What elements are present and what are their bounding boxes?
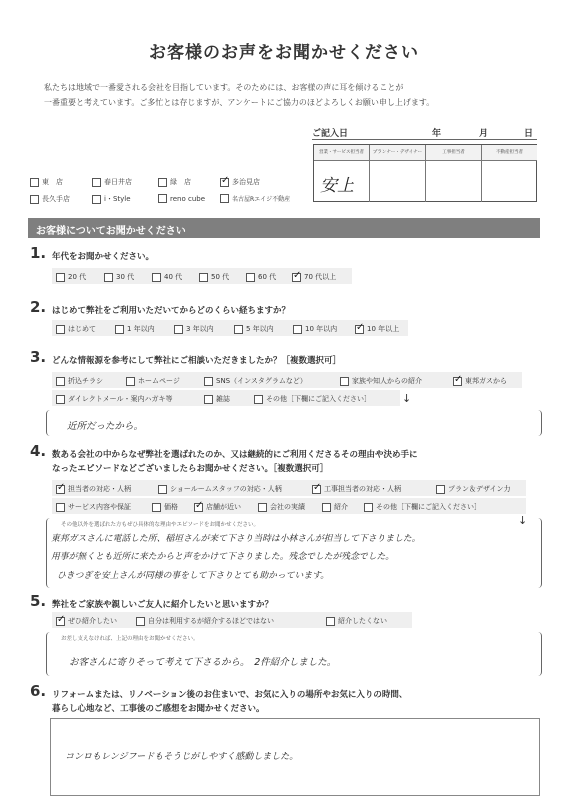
- checkbox-icon: [136, 617, 145, 626]
- date-month-label: 月: [479, 129, 489, 139]
- q1-option[interactable]: [199, 272, 229, 282]
- store-label: 緑 店: [170, 178, 191, 186]
- checkbox-icon: [436, 485, 445, 494]
- option-label: 10 年以上: [367, 325, 400, 333]
- checkbox-icon: [234, 325, 243, 334]
- q1-option[interactable]: [292, 272, 336, 282]
- q3-option[interactable]: [204, 394, 230, 404]
- option-label: ぜひ紹介したい: [68, 617, 117, 625]
- option-label: 40 代: [164, 273, 183, 281]
- checkbox-icon: [293, 325, 302, 334]
- q1-option[interactable]: [56, 272, 86, 282]
- q6-question-line: リフォームまたは、リノベーション後のお住まいで、お気に入りの場所やお気に入りの時間、: [52, 690, 408, 700]
- q3-option[interactable]: [204, 376, 307, 386]
- q5-option[interactable]: [56, 616, 117, 626]
- checkbox-icon: [204, 395, 213, 404]
- q4-option[interactable]: [364, 502, 481, 512]
- q4-answer-line: 用事が無くとも近所に来たからと声をかけて下さりました。残念でしたが残念でした。: [51, 552, 395, 562]
- q3-option[interactable]: [340, 376, 422, 386]
- q6-number: 6.: [30, 682, 47, 700]
- store-option[interactable]: [30, 194, 70, 204]
- checkbox-icon: [246, 273, 255, 282]
- staff-header-realestate: 不動産担当者: [482, 145, 537, 161]
- q4-option[interactable]: [158, 484, 282, 494]
- checkbox-checked-icon: [56, 617, 65, 626]
- q4-option[interactable]: [56, 484, 131, 494]
- q3-option[interactable]: [56, 394, 173, 404]
- checkbox-icon: [340, 377, 349, 386]
- staff-cell-sales[interactable]: [314, 161, 370, 202]
- option-label: 紹介したくない: [338, 617, 387, 625]
- checkbox-icon: [126, 377, 135, 386]
- option-label: 3 年以内: [186, 325, 214, 333]
- arrow-down-icon: ↓: [402, 392, 412, 405]
- q2-option[interactable]: [234, 324, 274, 334]
- checkbox-icon: [158, 194, 167, 203]
- q4-number: 4.: [30, 442, 47, 460]
- date-day-label: 日: [524, 129, 534, 139]
- option-label: 自分は利用するが紹介するほどではない: [148, 617, 274, 625]
- checkbox-icon: [322, 503, 331, 512]
- option-label: はじめて: [68, 325, 96, 333]
- checkbox-icon: [158, 178, 167, 187]
- option-label: 50 代: [211, 273, 230, 281]
- q5-question: 弊社をご家族や親しいご友人に紹介したいと思いますか？: [52, 600, 274, 610]
- checkbox-icon: [220, 194, 229, 203]
- option-label: 10 年以内: [305, 325, 338, 333]
- checkbox-icon: [30, 195, 39, 204]
- date-label: ご記入日: [312, 129, 349, 139]
- checkbox-icon: [92, 195, 101, 204]
- store-label: 春日井店: [104, 178, 132, 186]
- q1-question: 年代をお聞かせください。: [52, 252, 155, 262]
- q1-option[interactable]: [246, 272, 276, 282]
- option-label: サービス内容や保証: [68, 503, 131, 511]
- q3-option[interactable]: [453, 376, 507, 386]
- q3-answer-box[interactable]: [46, 410, 542, 436]
- checkbox-icon: [326, 617, 335, 626]
- q5-note: お差し支えなければ、上記の理由をお聞かせください。: [61, 636, 199, 642]
- store-label: 東 店: [42, 178, 63, 186]
- q2-option[interactable]: [293, 324, 337, 334]
- q4-note: その他以外を選ばれた方もぜひ具体的な理由やエピソードをお聞かせください。: [61, 522, 260, 528]
- checkbox-checked-icon: [220, 178, 229, 187]
- checkbox-checked-icon: [355, 325, 364, 334]
- checkbox-icon: [152, 273, 161, 282]
- checkbox-checked-icon: [194, 503, 203, 512]
- option-label: 20 代: [68, 273, 87, 281]
- q4-option[interactable]: [194, 502, 241, 512]
- q3-option[interactable]: [56, 376, 103, 386]
- checkbox-icon: [258, 503, 267, 512]
- q4-answer-line: 東邦ガスさんに電話した所、稲垣さんが来て下さり当時は小林さんが担当して下さりました。: [51, 534, 421, 544]
- date-row[interactable]: [312, 126, 537, 140]
- checkbox-icon: [56, 503, 65, 512]
- option-label: 工事担当者の対応・人柄: [324, 485, 401, 493]
- q5-answer: お客さんに寄りそって考えて下さるから。 2件紹介しました。: [69, 657, 337, 668]
- q2-question: はじめて弊社をご利用いただいてからどのくらい経ちますか？: [52, 306, 291, 316]
- q1-number: 1.: [30, 244, 47, 262]
- q3-answer: 近所だったから。: [67, 421, 144, 432]
- q4-option[interactable]: [152, 502, 178, 512]
- q5-number: 5.: [30, 592, 47, 610]
- checkbox-icon: [56, 395, 65, 404]
- staff-cell-realestate[interactable]: [482, 161, 537, 202]
- option-label: 家族や知人からの紹介: [352, 377, 422, 385]
- q4-answer-box[interactable]: [46, 518, 542, 588]
- option-label: プラン＆デザイン力: [448, 485, 511, 493]
- option-label: 紹介: [334, 503, 348, 511]
- q4-option[interactable]: [322, 502, 348, 512]
- checkbox-icon: [56, 273, 65, 282]
- q3-number: 3.: [30, 348, 47, 366]
- staff-table: [313, 144, 537, 202]
- option-label: 折込チラシ: [68, 377, 103, 385]
- arrow-down-icon: ↓: [518, 514, 528, 527]
- q4-answer-line: ひきつぎを安上さんが同様の事をして下さりとても助かっています。: [57, 571, 330, 581]
- option-label: 1 年以内: [127, 325, 155, 333]
- store-label: 長久手店: [42, 195, 70, 203]
- option-label: 雑誌: [216, 395, 230, 403]
- q5-answer-box[interactable]: [46, 632, 542, 676]
- store-label: reno cube: [170, 194, 206, 203]
- q5-option[interactable]: [326, 616, 387, 626]
- store-label: i・Style: [104, 195, 131, 203]
- checkbox-icon: [30, 178, 39, 187]
- intro-line: 私たちは地域で一番愛される会社を目指しています。そのためには、お客様の声に耳を傾けることが: [44, 83, 404, 92]
- q4-option[interactable]: [56, 502, 131, 512]
- option-label: SNS（インスタグラムなど）: [216, 377, 307, 385]
- q4-question-line: 数ある会社の中からなぜ弊社を選ばれたのか、又は継続的にご利用くださるその理由や決め手に: [52, 450, 418, 460]
- option-label: ショールームスタッフの対応・人柄: [170, 485, 282, 493]
- checkbox-icon: [254, 395, 263, 404]
- store-option[interactable]: [158, 177, 191, 187]
- option-label: 店舗が近い: [206, 503, 241, 511]
- q2-option[interactable]: [174, 324, 214, 334]
- checkbox-icon: [56, 377, 65, 386]
- option-label: その他［下欄にご記入ください］: [376, 503, 481, 511]
- option-label: 担当者の対応・人柄: [68, 485, 131, 493]
- q2-number: 2.: [30, 298, 47, 316]
- q6-question-line: 暮らし心地など、工事後のご感想をお聞かせください。: [52, 704, 265, 714]
- store-label: 名古屋Rエイジ不動産: [232, 196, 291, 203]
- checkbox-checked-icon: [312, 485, 321, 494]
- store-option[interactable]: [92, 194, 131, 204]
- q6-answer: コンロもレンジフードもそうじがしやすく感動しました。: [65, 752, 299, 762]
- checkbox-icon: [92, 178, 101, 187]
- q3-question: どんな情報源を参考にして弊社にご相談いただきましたか？［複数選択可］: [52, 356, 342, 366]
- checkbox-checked-icon: [292, 273, 301, 282]
- checkbox-icon: [199, 273, 208, 282]
- q4-option[interactable]: [436, 484, 511, 494]
- checkbox-icon: [174, 325, 183, 334]
- q5-option[interactable]: [136, 616, 274, 626]
- store-label: 多治見店: [232, 178, 260, 186]
- q4-option[interactable]: [312, 484, 401, 494]
- q4-option[interactable]: [258, 502, 305, 512]
- staff-header-sales: 営業・サービス担当者: [314, 145, 370, 161]
- checkbox-icon: [115, 325, 124, 334]
- checkbox-checked-icon: [56, 485, 65, 494]
- q3-option[interactable]: [254, 394, 371, 404]
- option-label: ダイレクトメール・案内ハガキ等: [68, 395, 173, 403]
- section-header: お客様についてお聞かせください: [28, 218, 540, 238]
- option-label: 東邦ガスから: [465, 377, 507, 385]
- store-option[interactable]: [220, 194, 290, 203]
- intro-text: [44, 80, 534, 110]
- option-label: 70 代以上: [304, 273, 337, 281]
- staff-cell-construction[interactable]: [426, 161, 482, 202]
- store-option[interactable]: [158, 194, 205, 203]
- q2-option[interactable]: [355, 324, 399, 334]
- date-year-label: 年: [432, 129, 442, 139]
- checkbox-icon: [204, 377, 213, 386]
- option-label: 60 代: [258, 273, 277, 281]
- option-label: ホームページ: [138, 377, 180, 385]
- option-label: 会社の実績: [270, 503, 305, 511]
- checkbox-icon: [152, 503, 161, 512]
- checkbox-icon: [104, 273, 113, 282]
- q1-option[interactable]: [104, 272, 134, 282]
- option-label: 価格: [164, 503, 178, 511]
- checkbox-checked-icon: [453, 377, 462, 386]
- store-option[interactable]: [30, 177, 63, 187]
- q6-answer-box[interactable]: [50, 718, 540, 796]
- q2-option[interactable]: [56, 324, 96, 334]
- checkbox-icon: [56, 325, 65, 334]
- option-label: その他［下欄にご記入ください］: [266, 395, 371, 403]
- q2-option[interactable]: [115, 324, 155, 334]
- staff-sales-name: 安上: [320, 176, 354, 196]
- staff-cell-planner[interactable]: [370, 161, 426, 202]
- option-label: 5 年以内: [246, 325, 274, 333]
- store-option[interactable]: [92, 177, 132, 187]
- checkbox-icon: [158, 485, 167, 494]
- store-option[interactable]: [220, 177, 260, 187]
- q1-option[interactable]: [152, 272, 182, 282]
- staff-header-construction: 工事担当者: [426, 145, 482, 161]
- q4-question-line: なったエピソードなどございましたらお聞かせください。［複数選択可］: [52, 464, 329, 474]
- option-label: 30 代: [116, 273, 135, 281]
- intro-line: 一番重要と考えています。ご多忙とは存じますが、アンケートにご協力のほどよろしくお願い申し上げます。: [44, 98, 435, 107]
- page-title: お客様のお声をお聞かせください: [149, 43, 419, 63]
- checkbox-icon: [364, 503, 373, 512]
- q3-option[interactable]: [126, 376, 180, 386]
- staff-header-planner: プランナー・デザイナー: [370, 145, 426, 161]
